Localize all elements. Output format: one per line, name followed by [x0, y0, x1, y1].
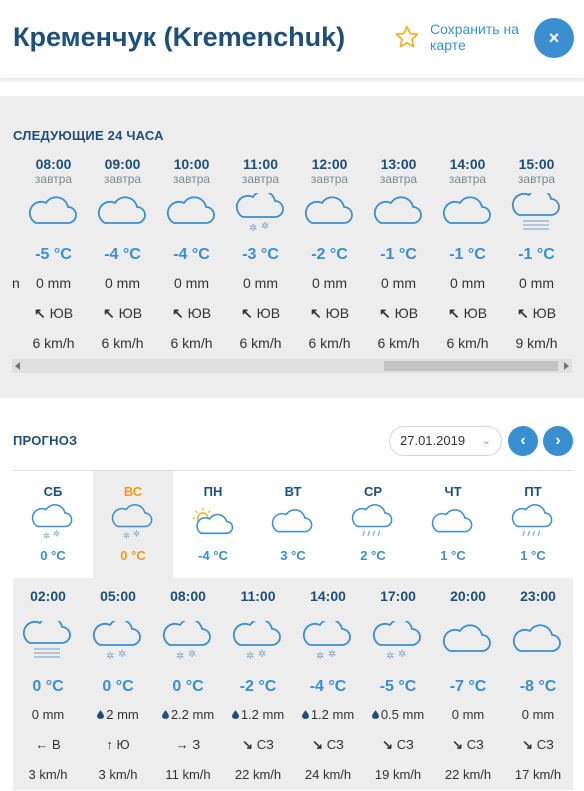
save-to-map-button[interactable] — [394, 21, 534, 53]
hour-column — [502, 156, 571, 356]
hour-wind-speed: 11 km/h — [165, 767, 211, 782]
arrow-up-left-icon: ↖ — [171, 305, 184, 321]
scroll-left-arrow-icon[interactable] — [15, 362, 20, 370]
hour-wind-direction — [433, 730, 503, 760]
arrow-up-left-icon: ↖ — [378, 305, 391, 321]
scroll-right-arrow-icon[interactable] — [564, 362, 569, 370]
hour-temperature: -2 °C — [239, 678, 277, 695]
hour-precipitation — [223, 700, 293, 730]
hour-precipitation: 0 mm — [450, 275, 485, 291]
wind-direction-label: СЗ — [256, 737, 274, 752]
prev-button[interactable]: ‹ — [508, 426, 538, 456]
hour-wind-direction — [153, 730, 223, 760]
svg-text:✲: ✲ — [188, 649, 197, 660]
snow-cloud-icon — [363, 614, 433, 670]
page-title: Кременчук (Kremenchuk) — [13, 22, 346, 52]
hour-day: завтра — [379, 172, 418, 186]
hour-time: 08:00 — [170, 588, 206, 604]
clipped-column-text: n — [12, 275, 20, 291]
precipitation-value: 0.5 mm — [380, 707, 425, 722]
cloud-icon — [157, 192, 226, 236]
wind-direction-label: ЮВ — [187, 305, 212, 321]
hour-time: 11:00 — [242, 156, 279, 172]
svg-text:✲: ✲ — [248, 223, 257, 234]
close-button[interactable]: × — [534, 18, 574, 58]
hour-column — [157, 156, 226, 356]
drop-icon — [232, 710, 239, 719]
day-name: ПН — [203, 484, 223, 499]
day-temperature: 0 °C — [120, 548, 146, 563]
chevron-down-icon: ⌄ — [481, 435, 491, 447]
arrow-right-icon: → — [175, 737, 189, 752]
hour-precipitation: 0 mm — [312, 275, 347, 291]
hour-column — [153, 578, 223, 788]
wind-direction-label: ЮВ — [325, 305, 350, 321]
forecast-panel — [0, 404, 584, 791]
cloud-icon — [433, 192, 502, 236]
arrow-up-left-icon: ↖ — [309, 305, 322, 321]
day-tab[interactable] — [93, 471, 173, 579]
snow-cloud-icon — [226, 192, 295, 236]
wind-direction-label: В — [51, 737, 61, 752]
snow-cloud-icon — [223, 614, 293, 670]
forecast-title: ПРОГНОЗ — [13, 433, 78, 448]
sun-cloud-icon — [173, 504, 253, 544]
hour-day: завтра — [310, 172, 349, 186]
wind-direction-label: СЗ — [396, 737, 414, 752]
precipitation-value: 0 mm — [451, 707, 485, 722]
arrow-up-left-icon: ↖ — [447, 305, 460, 321]
day-tab[interactable] — [493, 471, 573, 579]
snow-cloud-icon — [13, 504, 93, 544]
svg-text:✲: ✲ — [176, 651, 185, 662]
hour-wind-speed: 24 km/h — [304, 767, 352, 782]
svg-text:✲: ✲ — [258, 649, 267, 660]
hour-column — [433, 156, 502, 356]
hour-precipitation: 0 mm — [36, 275, 71, 291]
wind-direction-label: ЮВ — [463, 305, 488, 321]
hour-time: 11:00 — [240, 588, 276, 604]
wind-direction-label: ЮВ — [49, 305, 74, 321]
hour-temperature: -5 °C — [379, 678, 417, 695]
svg-text:✲: ✲ — [246, 651, 255, 662]
hour-time: 12:00 — [311, 156, 348, 172]
hour-temperature: -5 °C — [35, 246, 72, 263]
hour-precipitation: 0 mm — [519, 275, 554, 291]
hour-wind-speed: 6 km/h — [308, 335, 351, 351]
precipitation-value: 1.2 mm — [240, 707, 285, 722]
star-icon — [394, 24, 420, 50]
hour-wind-direction — [226, 298, 295, 328]
cloud-icon — [88, 192, 157, 236]
day-tab[interactable] — [253, 471, 333, 579]
hour-wind-direction — [293, 730, 363, 760]
hour-time: 20:00 — [450, 588, 486, 604]
scrollbar-thumb[interactable] — [384, 361, 558, 371]
hour-wind-speed: 6 km/h — [170, 335, 213, 351]
cloud-icon — [253, 504, 333, 544]
hour-wind-direction — [19, 298, 88, 328]
hour-wind-direction — [502, 298, 571, 328]
hour-temperature: 0 °C — [32, 678, 64, 695]
arrow-left-icon: ← — [35, 737, 49, 752]
hour-wind-speed: 6 km/h — [377, 335, 420, 351]
hour-time: 05:00 — [100, 588, 136, 604]
hour-column — [293, 578, 363, 788]
hour-wind-direction — [364, 298, 433, 328]
hour-temperature: -4 °C — [104, 246, 141, 263]
arrow-up-left-icon: ↖ — [516, 305, 529, 321]
date-value: 27.01.2019 — [400, 433, 466, 448]
cloud-icon — [413, 504, 493, 544]
hour-column — [363, 578, 433, 788]
hour-day: завтра — [172, 172, 211, 186]
header — [0, 0, 584, 78]
hour-wind-direction — [13, 730, 83, 760]
hour-temperature: -4 °C — [309, 678, 347, 695]
hour-time: 14:00 — [449, 156, 486, 172]
cloud-icon — [295, 192, 364, 236]
day-name: ПТ — [524, 484, 542, 499]
snow-cloud-icon — [293, 614, 363, 670]
arrow-down-right-icon: ↘ — [312, 737, 324, 752]
day-name: ЧТ — [444, 484, 462, 499]
svg-text:✲: ✲ — [133, 528, 141, 539]
cloud-icon — [19, 192, 88, 236]
rain-cloud-icon — [333, 504, 413, 544]
hour-time: 09:00 — [104, 156, 141, 172]
hour-precipitation: 0 mm — [243, 275, 278, 291]
day-temperature: 1 °C — [440, 548, 466, 563]
hour-wind-speed: 19 km/h — [374, 767, 422, 782]
arrow-down-right-icon: ↘ — [452, 737, 464, 752]
hour-wind-direction — [503, 730, 573, 760]
svg-text:✲: ✲ — [122, 530, 130, 541]
drop-icon — [372, 710, 379, 719]
arrow-down-right-icon: ↘ — [242, 737, 254, 752]
svg-text:✲: ✲ — [42, 530, 50, 541]
hour-precipitation — [153, 700, 223, 730]
day-tab[interactable] — [333, 471, 413, 579]
fog-cloud-icon — [502, 192, 571, 236]
hour-column — [13, 578, 83, 788]
wind-direction-label: ЮВ — [394, 305, 419, 321]
next-24-hours-panel — [0, 96, 584, 398]
hour-wind-speed: 9 km/h — [515, 335, 558, 351]
hour-wind-speed: 22 km/h — [234, 767, 282, 782]
hour-time: 15:00 — [518, 156, 555, 172]
arrow-up-left-icon: ↖ — [102, 305, 115, 321]
hour-wind-direction — [433, 298, 502, 328]
hour-temperature: -2 °C — [311, 246, 348, 263]
fog-cloud-icon — [13, 614, 83, 670]
wind-direction-label: Ю — [116, 737, 130, 752]
hour-temperature: -1 °C — [518, 246, 555, 263]
hour-precipitation — [13, 700, 83, 730]
hour-time: 02:00 — [30, 588, 66, 604]
hour-time: 10:00 — [173, 156, 210, 172]
hour-precipitation — [83, 700, 153, 730]
hour-column — [364, 156, 433, 356]
hour-wind-speed: 3 km/h — [98, 767, 138, 782]
hour-temperature: -8 °C — [519, 678, 557, 695]
hour-wind-speed: 6 km/h — [446, 335, 489, 351]
svg-text:✲: ✲ — [328, 649, 337, 660]
day-temperature: 2 °C — [360, 548, 386, 563]
hour-wind-speed: 3 km/h — [28, 767, 68, 782]
hour-wind-speed: 6 km/h — [239, 335, 282, 351]
drop-icon — [97, 710, 104, 719]
hour-day: завтра — [241, 172, 280, 186]
day-tab[interactable] — [413, 471, 493, 579]
arrow-down-right-icon: ↘ — [382, 737, 394, 752]
cloud-icon — [503, 614, 573, 670]
hour-precipitation — [503, 700, 573, 730]
hour-temperature: -1 °C — [380, 246, 417, 263]
hour-temperature: -7 °C — [449, 678, 487, 695]
svg-text:✲: ✲ — [260, 221, 269, 232]
hour-temperature: 0 °C — [102, 678, 134, 695]
precipitation-value: 2 mm — [106, 707, 139, 722]
hour-wind-speed: 6 km/h — [32, 335, 75, 351]
hour-column — [503, 578, 573, 788]
next-button[interactable]: › — [543, 426, 573, 456]
svg-text:✲: ✲ — [386, 651, 395, 662]
hour-wind-speed: 17 km/h — [514, 767, 562, 782]
hour-day: завтра — [103, 172, 142, 186]
hour-column — [19, 156, 88, 356]
day-temperature: -4 °C — [198, 548, 228, 563]
hour-time: 14:00 — [310, 588, 346, 604]
horizontal-scrollbar[interactable] — [12, 359, 572, 373]
hour-column — [433, 578, 503, 788]
selected-day-hourly — [13, 578, 573, 790]
svg-text:✲: ✲ — [316, 651, 325, 662]
drop-icon — [302, 710, 309, 719]
day-name: СР — [363, 484, 383, 499]
spacer — [0, 78, 584, 96]
next-24-hours-title: СЛЕДУЮЩИЕ 24 ЧАСА — [13, 128, 164, 143]
hour-precipitation: 0 mm — [174, 275, 209, 291]
hour-wind-direction — [363, 730, 433, 760]
wind-direction-label: СЗ — [326, 737, 344, 752]
hour-temperature: 0 °C — [172, 678, 204, 695]
save-to-map-label: Сохранить на карте — [430, 21, 519, 53]
hour-time: 17:00 — [380, 588, 416, 604]
hour-time: 08:00 — [35, 156, 72, 172]
hour-column — [88, 156, 157, 356]
hour-precipitation: 0 mm — [381, 275, 416, 291]
hour-wind-direction — [88, 298, 157, 328]
drop-icon — [162, 710, 169, 719]
hour-temperature: -3 °C — [242, 246, 279, 263]
hour-precipitation: 0 mm — [105, 275, 140, 291]
day-name: ВС — [123, 484, 143, 499]
wind-direction-label: З — [192, 737, 201, 752]
hour-column — [295, 156, 364, 356]
wind-direction-label: ЮВ — [532, 305, 557, 321]
day-temperature: 1 °C — [520, 548, 546, 563]
hour-column — [223, 578, 293, 788]
hour-day: завтра — [517, 172, 556, 186]
svg-text:✲: ✲ — [398, 649, 407, 660]
snow-cloud-icon — [83, 614, 153, 670]
day-name: ВТ — [284, 484, 302, 499]
precipitation-value: 1.2 mm — [310, 707, 355, 722]
hour-wind-direction — [295, 298, 364, 328]
hour-wind-speed: 22 km/h — [444, 767, 492, 782]
hour-day: завтра — [34, 172, 73, 186]
svg-text:✲: ✲ — [106, 651, 115, 662]
svg-text:✲: ✲ — [118, 649, 127, 660]
hour-time: 13:00 — [380, 156, 417, 172]
precipitation-value: 2.2 mm — [170, 707, 215, 722]
hour-wind-direction — [157, 298, 226, 328]
hour-column — [226, 156, 295, 356]
hour-day: завтра — [448, 172, 487, 186]
arrow-up-icon: ↑ — [106, 737, 113, 752]
hour-precipitation — [433, 700, 503, 730]
precipitation-value: 0 mm — [521, 707, 555, 722]
svg-text:✲: ✲ — [53, 528, 61, 539]
rain-cloud-icon — [493, 504, 573, 544]
cloud-icon — [433, 614, 503, 670]
wind-direction-label: ЮВ — [118, 305, 143, 321]
day-temperature: 3 °C — [280, 548, 306, 563]
precipitation-value: 0 mm — [31, 707, 65, 722]
cloud-icon — [364, 192, 433, 236]
hour-wind-direction — [83, 730, 153, 760]
day-tab[interactable] — [173, 471, 253, 579]
wind-direction-label: СЗ — [466, 737, 484, 752]
hour-precipitation — [363, 700, 433, 730]
hour-temperature: -1 °C — [449, 246, 486, 263]
hour-wind-speed: 6 km/h — [101, 335, 144, 351]
hour-column — [83, 578, 153, 788]
arrow-up-left-icon: ↖ — [33, 305, 46, 321]
hour-precipitation — [293, 700, 363, 730]
hour-wind-direction — [223, 730, 293, 760]
arrow-up-left-icon: ↖ — [240, 305, 253, 321]
day-temperature: 0 °C — [40, 548, 66, 563]
day-tabs — [13, 470, 573, 580]
day-tab[interactable] — [13, 471, 93, 579]
arrow-down-right-icon: ↘ — [522, 737, 534, 752]
snow-cloud-icon — [93, 504, 173, 544]
date-select[interactable] — [389, 426, 502, 456]
day-name: СБ — [43, 484, 63, 499]
wind-direction-label: СЗ — [536, 737, 554, 752]
hour-time: 23:00 — [520, 588, 556, 604]
snow-cloud-icon — [153, 614, 223, 670]
hour-temperature: -4 °C — [173, 246, 210, 263]
wind-direction-label: ЮВ — [256, 305, 281, 321]
